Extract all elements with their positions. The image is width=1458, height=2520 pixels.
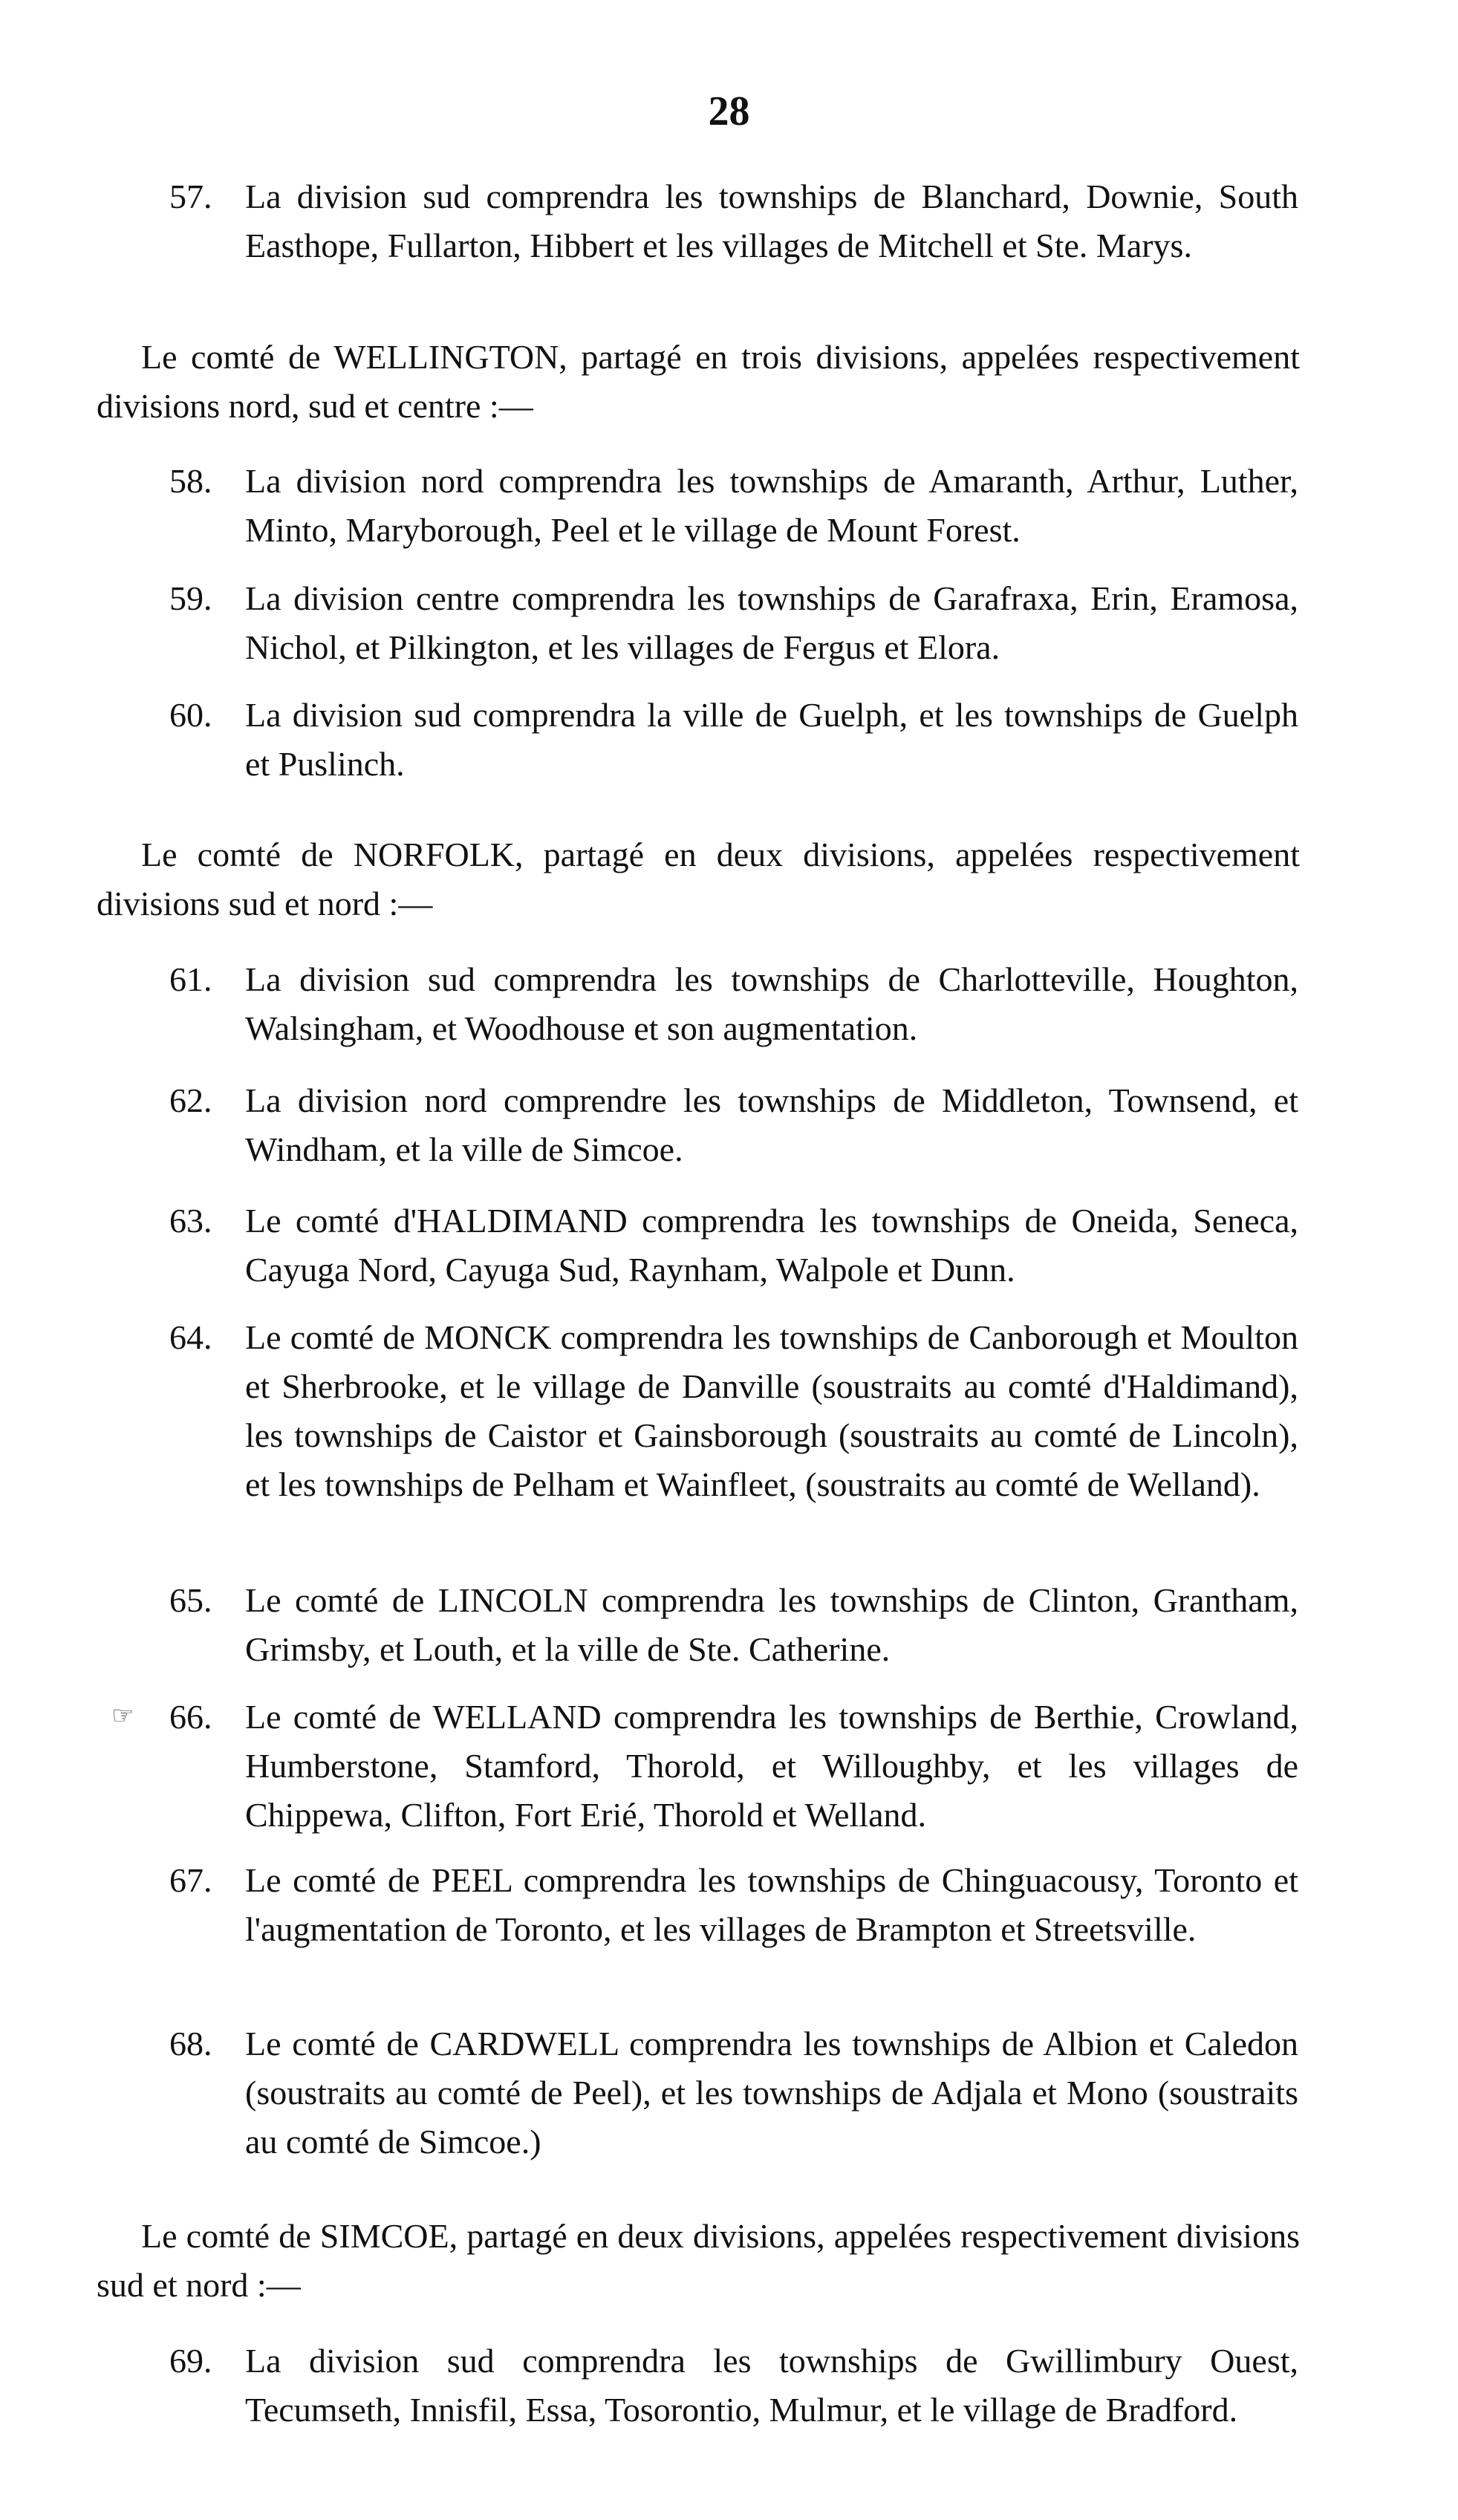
paragraph-number: 63. — [169, 1202, 212, 1240]
paragraph-number: 64. — [169, 1318, 212, 1356]
paragraph-number: 69. — [169, 2342, 212, 2380]
paragraph-number: 67. — [169, 1861, 212, 1899]
paragraph-62 — [169, 1076, 1298, 1174]
paragraph-text: La division nord comprendre les townships de Middleton, Townsend, et Windham, et la ville de Simcoe. — [245, 1081, 1298, 1168]
paragraph-66 — [169, 1693, 1298, 1840]
paragraph-text: La division nord comprendra les townships de Amaranth, Arthur, Luther, Minto, Maryborough, Peel et le village de Mount Forest. — [245, 462, 1298, 549]
pointing-hand-icon: ☞ — [111, 1701, 134, 1731]
paragraph-68 — [169, 2019, 1298, 2166]
paragraph-number: 62. — [169, 1081, 212, 1119]
paragraph-text: Le comté de MONCK comprendra les townships de Canborough et Moulton et Sherbrooke, et le village de Danville (soustraits au comté d'Haldimand), les townships de Caistor et Gainsborough (soustraits au comté de Lincoln), et les townships de Pelham et Wainfleet, (soustraits au comté de Welland). — [245, 1318, 1298, 1503]
paragraph-67 — [169, 1856, 1298, 1954]
paragraph-number: 68. — [169, 2025, 212, 2062]
county-intro-simcoe: Le comté de SIMCOE, partagé en deux divisions, appelées respectivement divisions sud et nord :— — [97, 2217, 1300, 2304]
paragraph-text: La division sud comprendra les townships de Gwillimbury Ouest, Tecumseth, Innisfil, Essa, Tosorontio, Mulmur, et le village de Bradford. — [245, 2342, 1298, 2429]
paragraph-61 — [169, 955, 1298, 1053]
paragraph-65 — [169, 1576, 1298, 1674]
paragraph-number: 65. — [169, 1581, 212, 1619]
paragraph-69 — [169, 2337, 1298, 2435]
county-intro-wellington: Le comté de WELLINGTON, partagé en trois divisions, appelées respectivement divisions nord, sud et centre :— — [97, 338, 1300, 425]
paragraph-text: Le comté d'HALDIMAND comprendra les townships de Oneida, Seneca, Cayuga Nord, Cayuga Sud, Raynham, Walpole et Dunn. — [245, 1202, 1298, 1289]
paragraph-text: La division sud comprendra les townships de Blanchard, Downie, South Easthope, Fullarton, Hibbert et les villages de Mitchell et Ste. Marys. — [245, 178, 1298, 264]
paragraph-60 — [169, 691, 1298, 789]
paragraph-text: La division sud comprendra les townships de Charlotteville, Houghton, Walsingham, et Woodhouse et son augmentation. — [245, 960, 1298, 1047]
paragraph-57 — [169, 172, 1298, 270]
paragraph-text: Le comté de LINCOLN comprendra les townships de Clinton, Grantham, Grimsby, et Louth, et la ville de Ste. Catherine. — [245, 1581, 1298, 1668]
page-number: 28 — [708, 88, 750, 134]
paragraph-number: 60. — [169, 696, 212, 734]
paragraph-text: Le comté de WELLAND comprendra les townships de Berthie, Crowland, Humberstone, Stamford, Thorold, et Willoughby, et les villages de Chippewa, Clifton, Fort Erié, Thorold et Welland. — [245, 1698, 1298, 1834]
paragraph-text: La division sud comprendra la ville de Guelph, et les townships de Guelph et Puslinch. — [245, 696, 1298, 783]
paragraph-number: 61. — [169, 960, 212, 998]
paragraph-63 — [169, 1196, 1298, 1295]
paragraph-59 — [169, 574, 1298, 672]
paragraph-64 — [169, 1313, 1298, 1509]
county-intro-norfolk: Le comté de NORFOLK, partagé en deux divisions, appelées respectivement divisions sud et nord :— — [97, 836, 1300, 922]
paragraph-number: 66. — [169, 1698, 212, 1736]
paragraph-text: Le comté de PEEL comprendra les townships de Chinguacousy, Toronto et l'augmentation de Toronto, et les villages de Brampton et Streetsville. — [245, 1861, 1298, 1948]
paragraph-number: 57. — [169, 178, 212, 215]
paragraph-number: 59. — [169, 579, 212, 617]
paragraph-number: 58. — [169, 462, 212, 500]
paragraph-text: La division centre comprendra les townships de Garafraxa, Erin, Eramosa, Nichol, et Pilkington, et les villages de Fergus et Elora. — [245, 579, 1298, 666]
paragraph-text: Le comté de CARDWELL comprendra les townships de Albion et Caledon (soustraits au comté de Peel), et les townships de Adjala et Mono (soustraits au comté de Simcoe.) — [245, 2025, 1298, 2161]
paragraph-58 — [169, 457, 1298, 555]
